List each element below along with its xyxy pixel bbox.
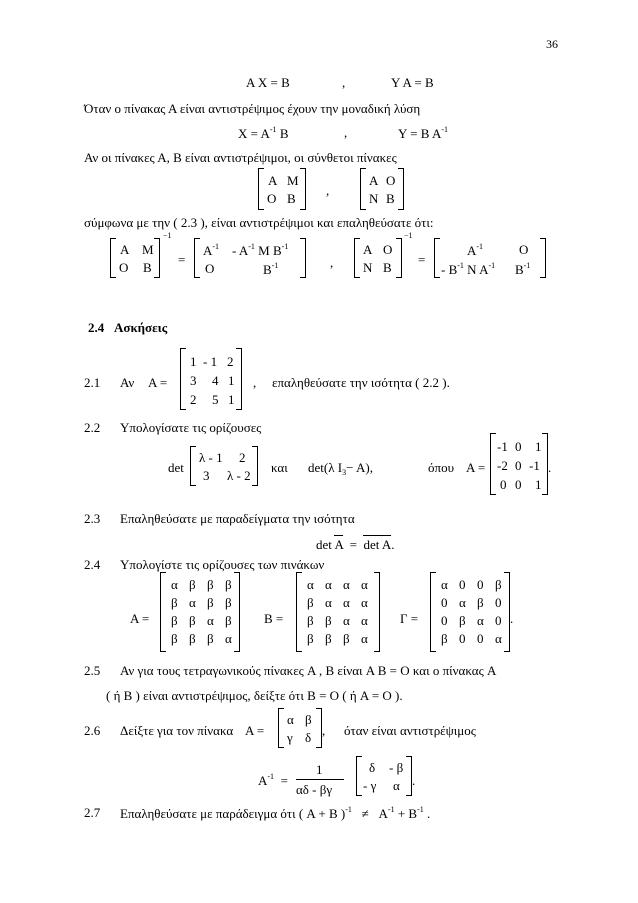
matrix-cell: α: [361, 631, 368, 646]
exercise-text: Δείξτε για τον πίνακα: [120, 723, 234, 738]
det-label: det: [168, 460, 184, 475]
text-verify-identity: επαληθεύσατε την ισότητα ( 2.2 ).: [272, 375, 450, 390]
matrix-cell: 0: [459, 631, 466, 646]
det-conjugate-identity: det A = det A.: [316, 537, 395, 552]
period: .: [412, 773, 416, 788]
matrix-cell: β: [325, 613, 332, 628]
matrix-cell: α: [361, 613, 368, 628]
text-unique-solution: Όταν ο πίνακας Α είναι αντιστρέψιμος έχουν την μοναδική λύση: [84, 101, 421, 116]
exercise-number: 2.3: [84, 511, 101, 526]
matrix-cell: α: [343, 577, 350, 592]
matrix-cell: α: [225, 631, 232, 646]
label-gamma-equals: Γ =: [400, 611, 419, 626]
matrix-cell: 0: [459, 577, 466, 592]
matrix-cell: β: [343, 631, 350, 646]
equation-ax-b: A X = B: [246, 75, 290, 90]
period: .: [510, 611, 514, 626]
matrix-cell: β: [307, 613, 314, 628]
matrix-cell: α: [459, 595, 466, 610]
matrix-cell: β: [325, 631, 332, 646]
matrix-cell: β: [225, 595, 232, 610]
inverse-exponent: −1: [404, 231, 413, 240]
fraction-bar: [296, 779, 344, 780]
matrix-cell: α: [325, 595, 332, 610]
comma: ,: [253, 375, 257, 390]
matrix-cell: α: [171, 577, 178, 592]
matrix-cell: β: [171, 631, 178, 646]
comma: ,: [322, 723, 326, 738]
fraction-denominator: αδ - βγ: [296, 782, 333, 797]
matrix-lambda: λ - 1 2 3 λ - 2: [190, 446, 258, 486]
matrix-cell: β: [171, 595, 178, 610]
matrix-cell: α: [207, 613, 214, 628]
comma: ,: [330, 255, 334, 270]
inverse-label: $A^{-1}$ =: [258, 772, 288, 788]
inverse-exponent: −1: [163, 231, 172, 240]
matrix-composite-an: A O N B: [360, 168, 404, 210]
matrix-cell: β: [495, 577, 502, 592]
matrix-cell: β: [307, 595, 314, 610]
matrix-cell: β: [189, 613, 196, 628]
exercise-number: 2.1: [84, 375, 101, 390]
label-a-equals: A =: [130, 611, 150, 626]
text-and: και: [271, 460, 288, 475]
matrix-cell: β: [441, 631, 448, 646]
matrix-alpha-beta: α β γ δ: [278, 708, 322, 748]
matrix-composite-am: A M O B: [258, 168, 306, 210]
exercise-text: Υπολογίσατε τις ορίζουσες: [120, 420, 262, 435]
fraction-numerator: 1: [316, 762, 323, 777]
matrix-a-4x4: [160, 572, 240, 652]
matrix-cell: 0: [495, 595, 502, 610]
text-composite-matrices: Αν οι πίνακες Α, Β είναι αντιστρέψιμοι, οι σύνθετοι πίνακες: [84, 150, 397, 165]
matrix-cell: α: [441, 577, 448, 592]
equation-ya-b: Y A = B: [391, 75, 434, 90]
matrix-cell: β: [225, 577, 232, 592]
exercise-text-line2: ( ή B ) είναι αντιστρέψιμος, δείξτε ότι B = O ( ή A = O ).: [106, 688, 403, 703]
text-a-equals: A =: [466, 460, 486, 475]
matrix-cell: β: [225, 613, 232, 628]
text-if: Αν: [120, 375, 135, 390]
equation-x-solution: $X = A^{-1}$ B: [238, 125, 289, 141]
exercise-text-invertible: όταν είναι αντιστρέψιμος: [344, 723, 476, 738]
equals-sign: =: [178, 252, 186, 267]
matrix-cell: α: [495, 631, 502, 646]
exercise-number: 2.2: [84, 420, 101, 435]
matrix-cell: β: [207, 595, 214, 610]
equation-y-solution: Y = B $A^{-1}$: [398, 125, 449, 141]
matrix-cell: α: [189, 595, 196, 610]
exercise-text-line1: Αν για τους τετραγωνικούς πίνακες A , B είναι A B = O και ο πίνακας A: [120, 663, 497, 678]
label-b-equals: B =: [264, 611, 284, 626]
exercise-number: 2.6: [84, 723, 101, 738]
section-heading: 2.4 Ασκήσεις: [88, 320, 168, 335]
det-lambda-i-a: det(λ $I_3- A$),: [308, 460, 373, 477]
equals-sign: =: [418, 252, 426, 267]
period: .: [548, 460, 552, 475]
matrix-cell: 0: [441, 613, 448, 628]
text-a-equals: A =: [148, 375, 168, 390]
text-according: σύμφωνα με την ( 2.3 ), είναι αντιστρέψιμοι και επαληθεύσατε ότι:: [84, 215, 434, 230]
matrix-cell: 0: [495, 613, 502, 628]
page-number: 36: [546, 37, 558, 51]
exercise-number: 2.4: [84, 557, 101, 572]
matrix-cell: β: [307, 631, 314, 646]
matrix-cell: 0: [477, 577, 484, 592]
comma: ,: [326, 183, 330, 198]
matrix-cell: β: [207, 577, 214, 592]
matrix-cell: β: [189, 577, 196, 592]
matrix-cell: α: [361, 577, 368, 592]
equation-separator: ,: [342, 75, 346, 90]
matrix-cell: β: [171, 613, 178, 628]
exercise-text: Επαληθεύσατε με παραδείγματα την ισότητα: [120, 511, 355, 526]
matrix-ex21: 1 - 1 2 3 4 1 2 5 1: [180, 348, 242, 410]
matrix-ex22: -1 0 1 -2 0 -1 0 0 1: [490, 433, 548, 495]
matrix-am: A M O B: [110, 238, 160, 278]
matrix-an: A O N B: [354, 238, 402, 278]
matrix-cell: β: [459, 613, 466, 628]
matrix-cell: α: [361, 595, 368, 610]
matrix-b-4x4: [296, 572, 380, 652]
matrix-cell: α: [477, 613, 484, 628]
exercise-number: 2.5: [84, 663, 101, 678]
exercise-text: Επαληθεύσατε με παράδειγμα ότι ( A + B )$^{-1}$ ≠ $A^{-1} + B^{-1}$ .: [120, 805, 431, 821]
matrix-an-inverse: $A^{-1}$ O - $B^{-1}$ N $A^{-1}$ $B^{-1}$: [434, 238, 546, 278]
matrix-cell: α: [307, 577, 314, 592]
matrix-adjugate: δ - β - γ α: [356, 756, 412, 796]
matrix-cell: α: [343, 595, 350, 610]
matrix-cell: α: [325, 577, 332, 592]
text-a-equals: A =: [245, 723, 265, 738]
matrix-cell: β: [477, 595, 484, 610]
matrix-gamma-4x4: [430, 572, 510, 652]
exercise-number: 2.7: [84, 805, 101, 820]
matrix-cell: α: [343, 613, 350, 628]
exercise-text: Υπολογίστε τις ορίζουσες των πινάκων: [120, 557, 325, 572]
text-where: όπου: [428, 460, 454, 475]
matrix-cell: β: [189, 631, 196, 646]
matrix-am-inverse: $A^{-1}$ - $A^{-1}$ M $B^{-1}$ O $B^{-1}$: [194, 238, 306, 278]
matrix-cell: β: [207, 631, 214, 646]
matrix-cell: 0: [477, 631, 484, 646]
matrix-cell: 0: [441, 595, 448, 610]
equation-separator: ,: [344, 125, 348, 140]
